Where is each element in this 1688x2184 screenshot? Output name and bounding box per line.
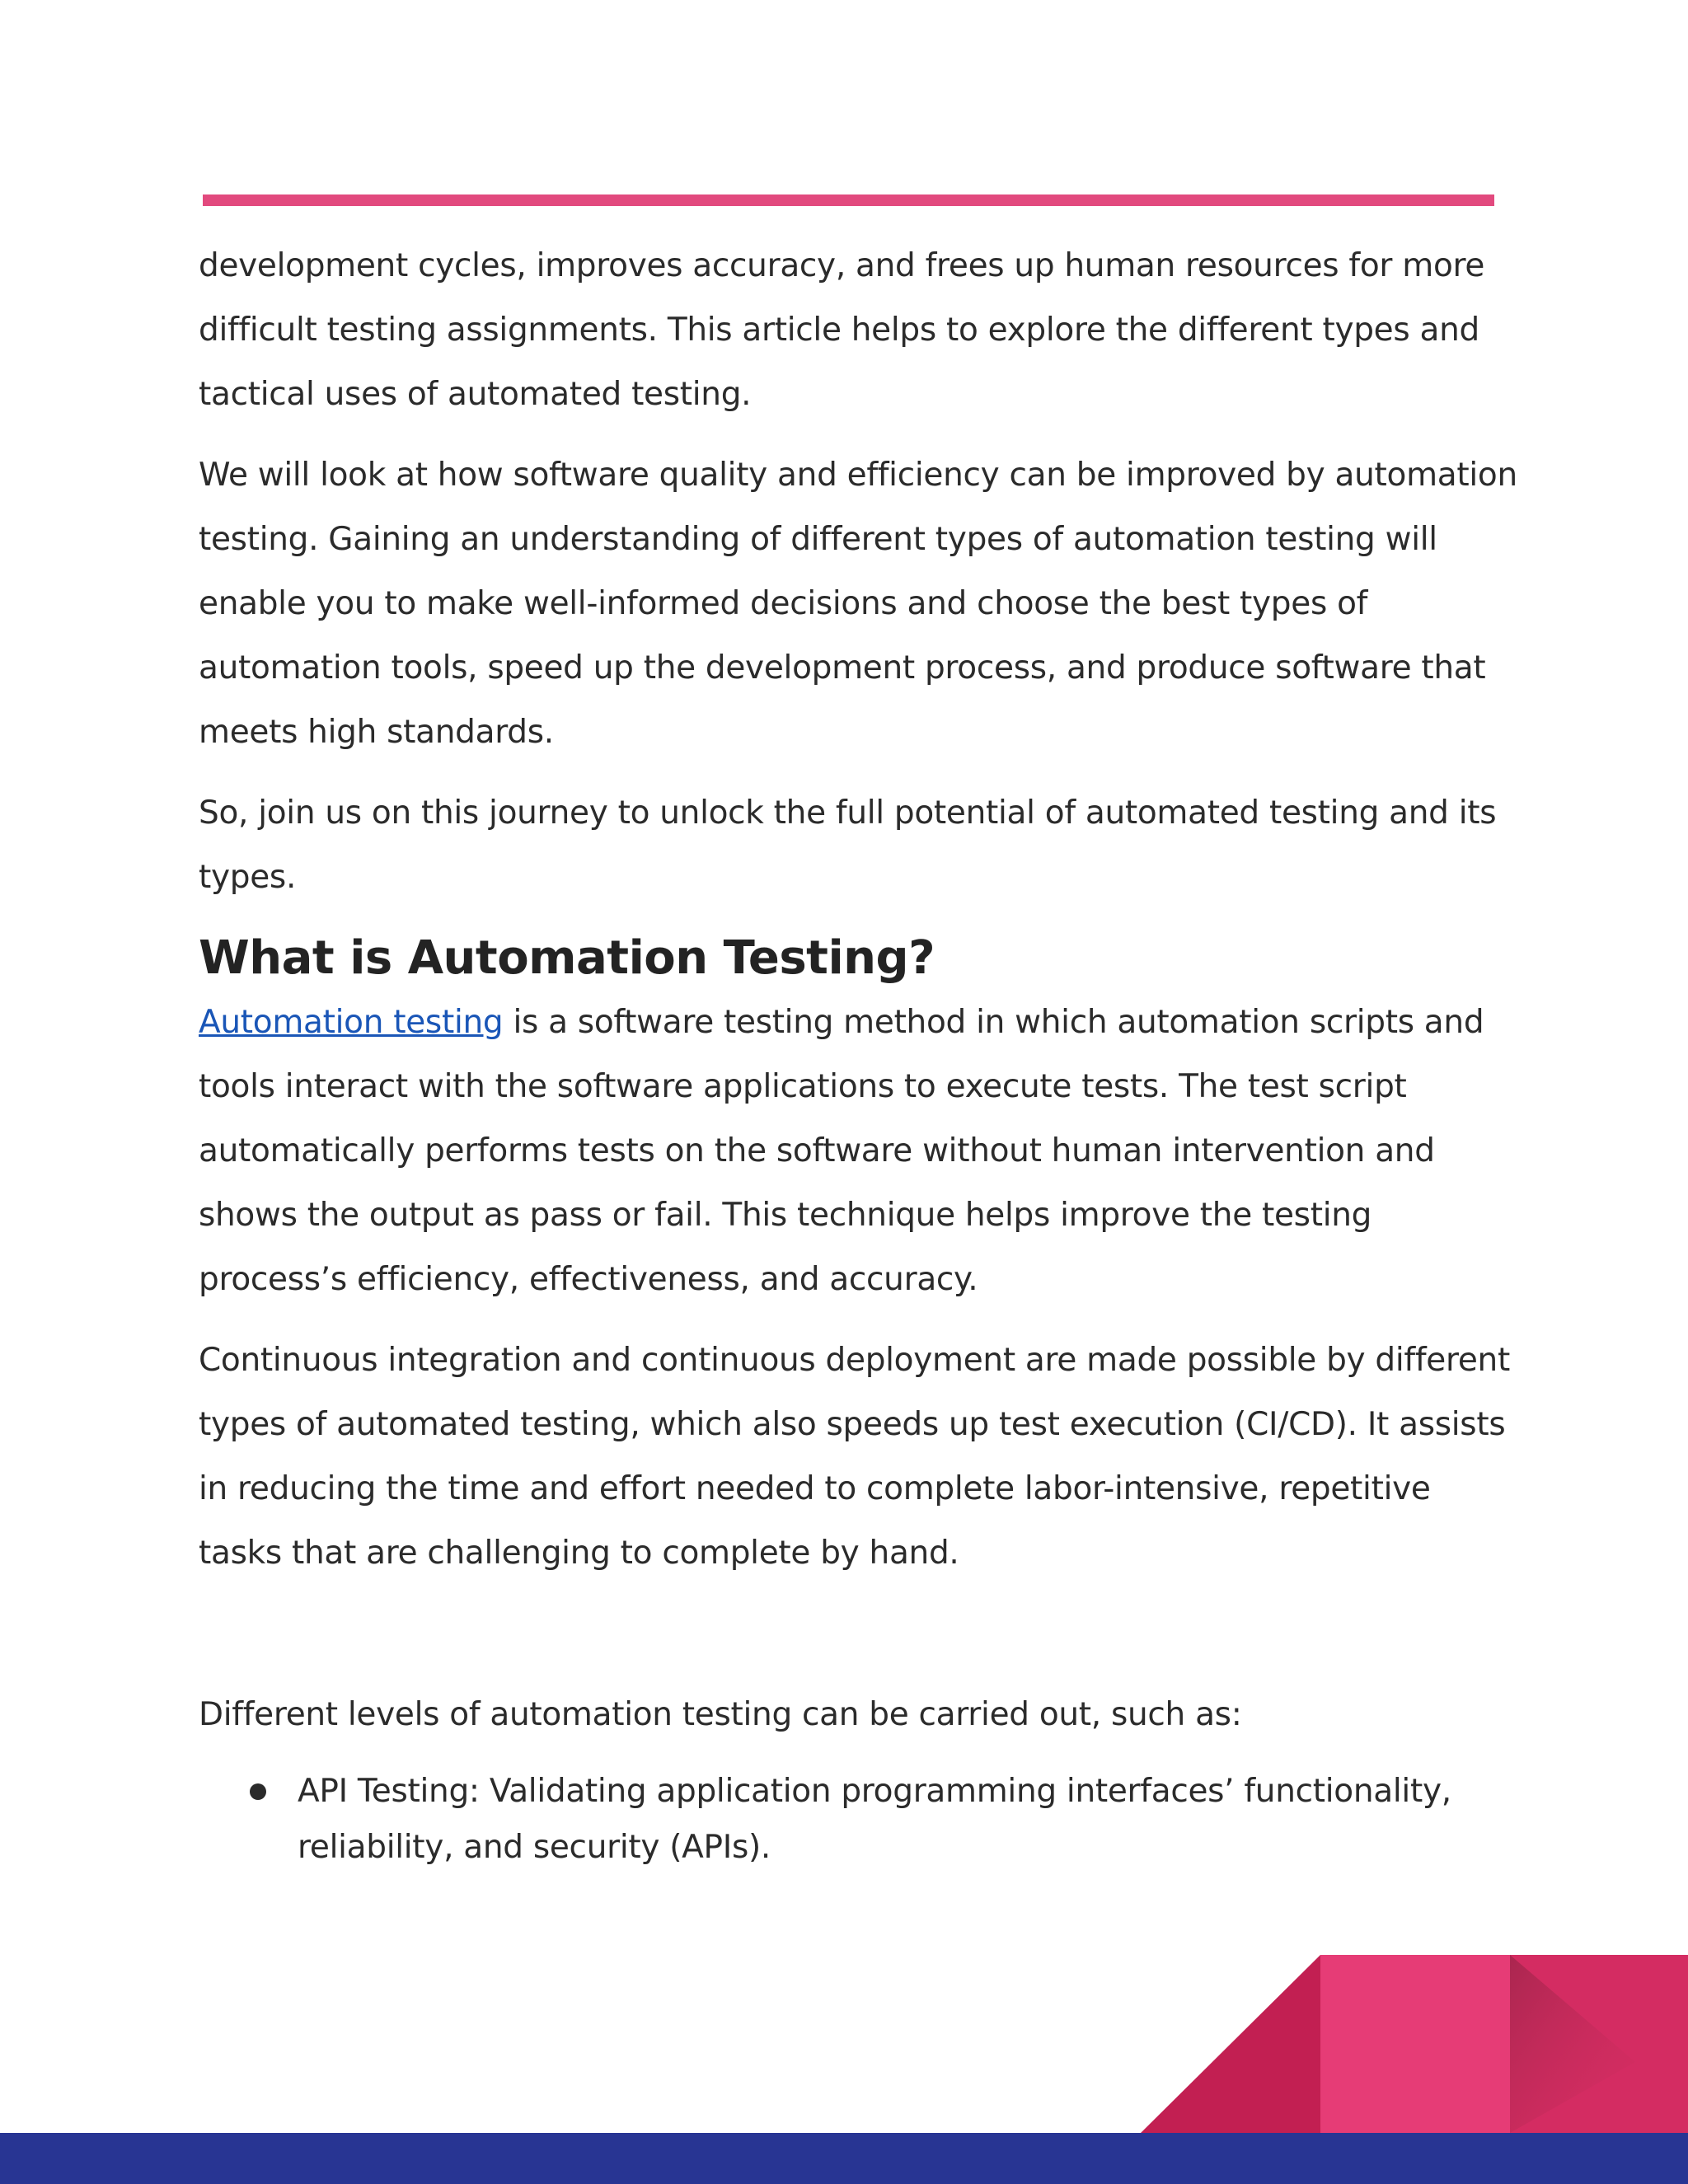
top-accent-rule (203, 194, 1494, 206)
intro-paragraph-2: We will look at how software quality and efficiency can be improved by automation testing. Gaining an understanding of different types of automation testing will enable you to make well-informed decisions and choose the best types of automation tools, speed up the development process, and produce software that meets high standards. (199, 457, 1517, 751)
list-item-text: API Testing: Validating application programming interfaces’ functionality, reliability, and security (APIs). (298, 1773, 1451, 1866)
definition-text: is a software testing method in which automation scripts and tools interact with the software applications to execute tests. The test script automatically performs tests on the software without human intervention and shows the output as pass or fail. This technique helps improve the testing process’s efficiency, effectiveness, and accuracy. (199, 1004, 1484, 1298)
intro-paragraph-1: development cycles, improves accuracy, and frees up human resources for more difficult testing assignments. This article helps to explore the different types and tactical uses of automated testing. (199, 247, 1485, 413)
document-body (199, 234, 1517, 1876)
section-heading: What is Automation Testing? (199, 931, 935, 985)
list-item (199, 1764, 1517, 1876)
definition-paragraph (199, 991, 1517, 1312)
corner-decoration (1141, 1955, 1688, 2133)
ci-cd-paragraph: Continuous integration and continuous deployment are made possible by different types of automated testing, which also speeds up test execution (CI/CD). It assists in reducing the time and effort needed to complete labor-intensive, repetitive tasks that are challenging to complete by hand. (199, 1342, 1510, 1572)
automation-testing-link[interactable]: Automation testing (199, 1004, 504, 1041)
levels-intro-paragraph: Different levels of automation testing can be carried out, such as: (199, 1696, 1242, 1733)
intro-paragraph-3: So, join us on this journey to unlock the full potential of automated testing and its types. (199, 794, 1497, 896)
corner-square-shape (1320, 1955, 1510, 2133)
corner-triangle-shape (1141, 1955, 1320, 2133)
bullet-icon (250, 1783, 266, 1800)
footer-bar (0, 2133, 1688, 2184)
levels-list (199, 1764, 1517, 1876)
blank-space (199, 1602, 1517, 1683)
